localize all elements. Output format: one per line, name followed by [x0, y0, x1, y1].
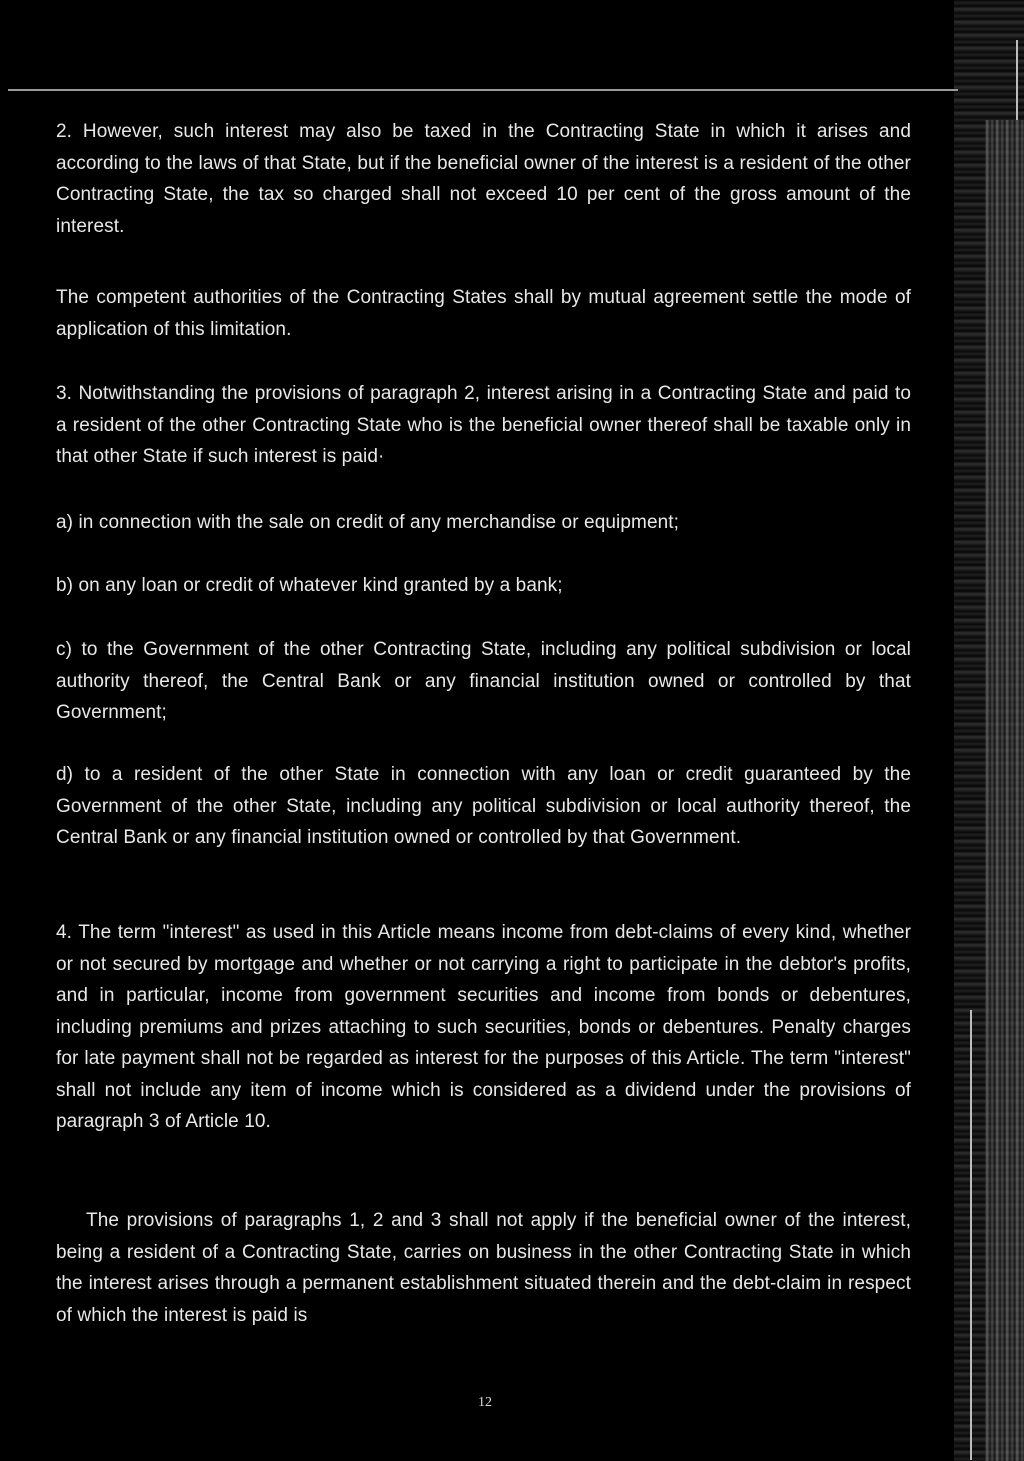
scan-edge-line-top	[1016, 40, 1018, 120]
paragraph-3-item-b: b) on any loan or credit of whatever kind granted by a bank;	[56, 575, 563, 596]
paragraph-4: 4. The term "interest" as used in this Article means income from debt-claims of every kind, whether or not secured by mortgage and whether or not carrying a right to participate in the debtor's profits, and in particular, income from government securities and income from bonds or debentures, including premiums and prizes attaching to such securities, bonds or debentures. Penalty charges for late payment shall not be regarded as interest for the purposes of this Article. The term "interest" shall not include any item of income which is considered as a dividend under the provisions of paragraph 3 of Article 10.	[56, 922, 911, 1132]
scan-margin-noise-secondary	[985, 120, 1024, 1461]
page-number: 12	[478, 1395, 492, 1410]
paragraph-2-limitation: The competent authorities of the Contracting States shall by mutual agreement settle the mode of application of this limitation.	[56, 287, 911, 340]
paragraph-3-item-d: d) to a resident of the other State in connection with any loan or credit guaranteed by the Government of the other State, including any political subdivision or local authority thereof, the Central Bank or any financial institution owned or controlled by that Government.	[56, 764, 911, 848]
header-rule	[8, 89, 958, 91]
paragraph-5: The provisions of paragraphs 1, 2 and 3 shall not apply if the beneficial owner of the interest, being a resident of a Contracting State, carries on business in the other Contracting State in which the interest arises through a permanent establishment situated therein and the debt-claim in respect of which the interest is paid is	[56, 1210, 911, 1326]
scan-edge-line	[970, 1010, 972, 1460]
paragraph-3-item-c: c) to the Government of the other Contracting State, including any political subdivision or local authority thereof, the Central Bank or any financial institution owned or controlled by that Government;	[56, 639, 911, 723]
paragraph-3: 3. Notwithstanding the provisions of paragraph 2, interest arising in a Contracting State and paid to a resident of the other Contracting State who is the beneficial owner thereof shall be taxable only in that other State if such interest is paid·	[56, 383, 911, 467]
paragraph-3-item-a: a) in connection with the sale on credit of any merchandise or equipment;	[56, 512, 680, 533]
paragraph-2: 2. However, such interest may also be taxed in the Contracting State in which it arises and according to the laws of that State, but if the beneficial owner of the interest is a resident of the other Contracting State, the tax so charged shall not exceed 10 per cent of the gross amount of the interest.	[56, 121, 911, 237]
